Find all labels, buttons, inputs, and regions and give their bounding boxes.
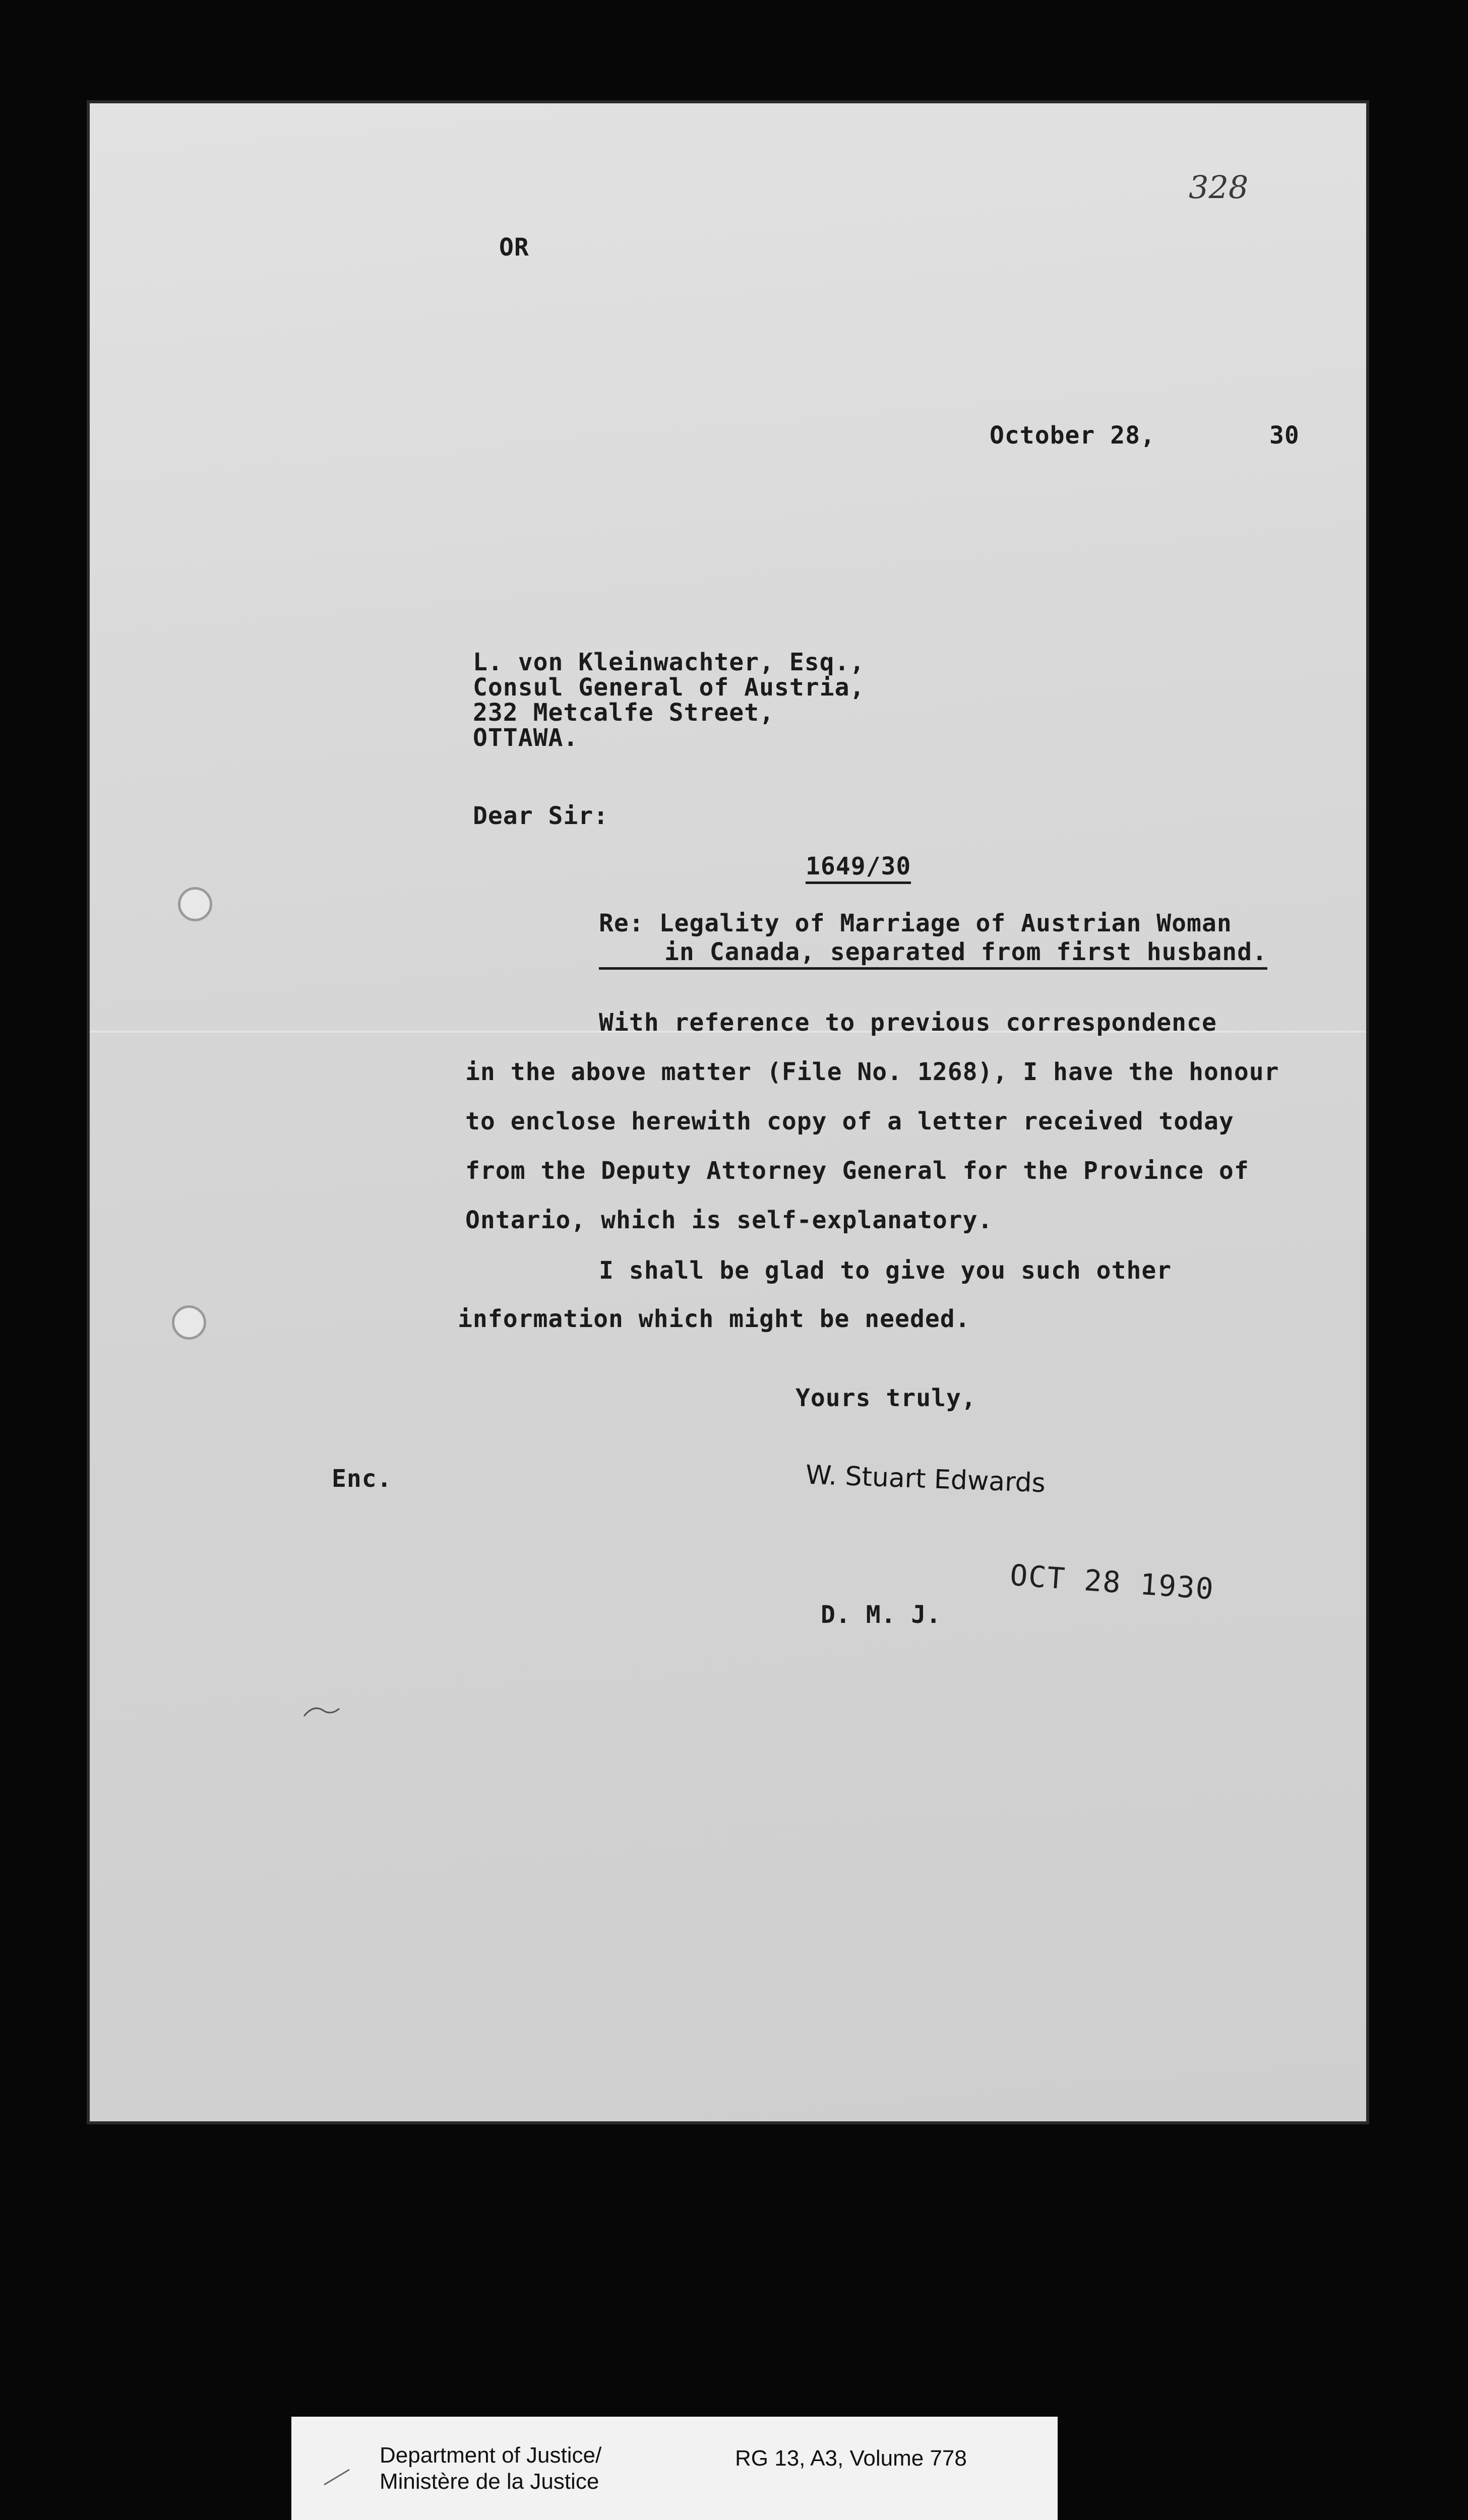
body-p2-line2: information which might be needed.: [458, 1305, 970, 1333]
page-number: 328: [1189, 169, 1249, 206]
file-reference: 1649/30: [806, 854, 911, 884]
letter-date: October 28,: [990, 421, 1155, 450]
recipient-name: L. von Kleinwachter, Esq.,: [473, 648, 865, 676]
body-p1-line3: to enclose herewith copy of a letter received today: [465, 1107, 1234, 1136]
record-group-reference: RG 13, A3, Volume 778: [735, 2446, 967, 2471]
signature: W. Stuart Edwards: [805, 1460, 1046, 1499]
recipient-city: OTTAWA.: [473, 724, 579, 752]
pencil-mark: [322, 2467, 352, 2487]
enclosure-note: Enc.: [332, 1465, 392, 1493]
recipient-street: 232 Metcalfe Street,: [473, 699, 774, 727]
closing: Yours truly,: [796, 1384, 976, 1412]
body-p2-line1: I shall be glad to give you such other: [599, 1256, 1172, 1285]
document-page: [90, 103, 1366, 2121]
body-p1-line5: Ontario, which is self-explanatory.: [465, 1206, 993, 1234]
subject-line-2: in Canada, separated from first husband.: [599, 940, 1267, 970]
body-p1-line4: from the Deputy Attorney General for the Province of: [465, 1157, 1249, 1185]
letter-year: 30: [1269, 421, 1300, 450]
body-p1-line1: With reference to previous correspondence: [599, 1009, 1217, 1037]
punch-hole-bottom: [172, 1305, 206, 1340]
subject-line-1: Re: Legality of Marriage of Austrian Woman: [599, 909, 1232, 937]
date-stamp: OCT 28 1930: [1009, 1557, 1215, 1607]
pencil-mark: [301, 1701, 342, 1721]
signatory-initials: D. M. J.: [821, 1601, 942, 1629]
punch-hole-top: [178, 887, 212, 921]
body-p1-line2: in the above matter (File No. 1268), I have the honour: [465, 1058, 1279, 1086]
archive-reference-card: [291, 2417, 1058, 2520]
recipient-title: Consul General of Austria,: [473, 673, 865, 702]
salutation: Dear Sir:: [473, 802, 609, 830]
typist-initials: OR: [499, 233, 529, 262]
department-name-en: Department of Justice/: [380, 2443, 602, 2468]
department-name-fr: Ministère de la Justice: [380, 2469, 599, 2494]
